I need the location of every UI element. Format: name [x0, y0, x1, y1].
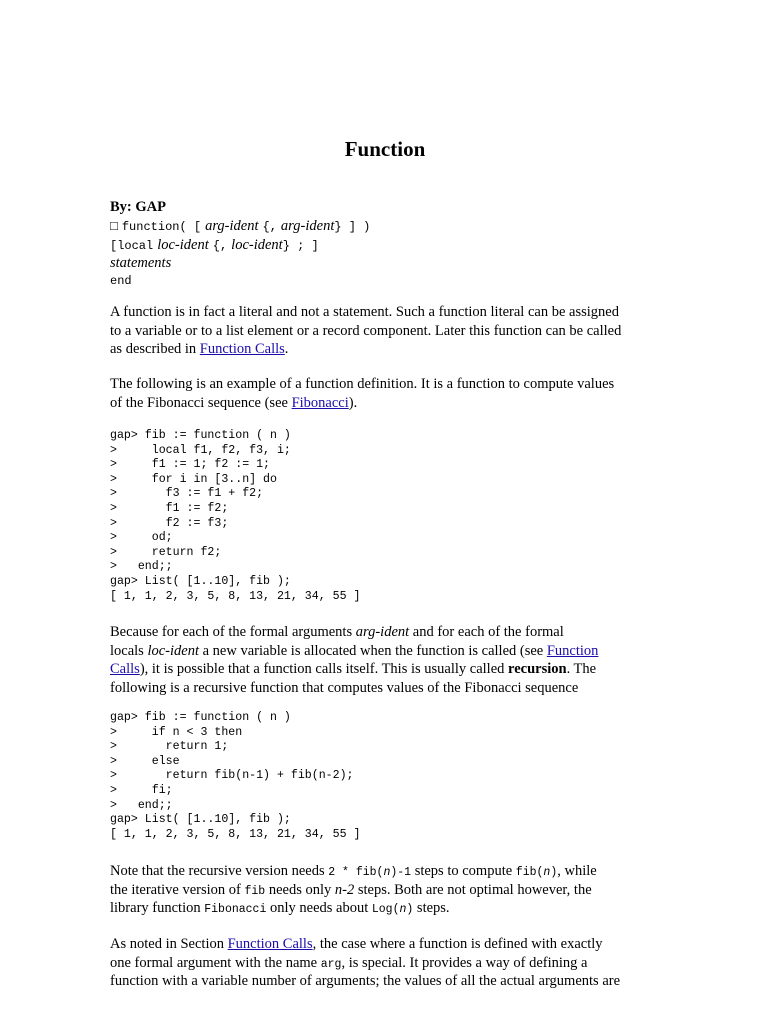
byline: By: GAP — [110, 199, 166, 215]
text-line: function with a variable number of arguments; the values of all the actual arguments are — [110, 973, 621, 989]
text-italic: arg-ident — [355, 624, 410, 640]
text-italic: n-2 — [334, 881, 355, 898]
text-span: of the Fibonacci sequence (see — [110, 394, 292, 411]
text-span: . The — [566, 661, 597, 677]
inline-code-italic: n — [399, 903, 407, 916]
code-line: gap> fib := function ( n ) — [110, 429, 291, 442]
inline-code: ) — [550, 866, 558, 879]
text-span: one formal argument with the name — [110, 954, 321, 971]
inline-code: fib( — [515, 866, 544, 879]
inline-code: Fibonacci — [204, 903, 267, 916]
text-span: , is special. It provides a way of defining a — [341, 954, 588, 971]
syntax-punct: } ; ] — [282, 238, 319, 253]
text-line — [110, 899, 660, 918]
box-glyph-icon: □ — [110, 218, 118, 233]
code-line: > for i in [3..n] do — [110, 472, 277, 486]
inline-code: 2 * fib( — [328, 866, 384, 879]
inline-code: arg — [320, 957, 342, 971]
text-span: . — [284, 341, 289, 357]
code-line: > end;; — [110, 798, 173, 812]
code-line: gap> List( [1..10], fib ); — [110, 813, 291, 827]
paragraph-performance — [110, 862, 660, 918]
code-line: > f1 := 1; f2 := 1; — [110, 458, 271, 472]
text-span: ), it is possible that a function calls itself. This is usually called — [139, 661, 509, 677]
text-span: locals — [110, 642, 148, 659]
code-line: > return f2; — [110, 545, 222, 559]
code-line: > else — [110, 754, 180, 768]
paragraph-example-intro — [110, 375, 660, 412]
syntax-arg: arg-ident — [280, 218, 335, 234]
text-line — [110, 935, 660, 954]
text-span: needs only — [265, 881, 335, 898]
code-line: > if n < 3 then — [110, 725, 243, 739]
link-function-calls[interactable]: Function Calls — [199, 341, 285, 357]
syntax-line-end — [110, 273, 370, 287]
inline-code: )-1 — [390, 866, 412, 879]
inline-code: fib — [244, 884, 266, 898]
text-line: following is a recursive function that computes values of the Fibonacci sequence — [110, 679, 579, 696]
code-line: > fi; — [110, 783, 173, 797]
syntax-keyword: end — [110, 273, 132, 288]
text-line — [110, 642, 660, 661]
text-line — [110, 660, 660, 679]
text-span: library function — [110, 900, 205, 916]
link-fibonacci[interactable]: Fibonacci — [291, 394, 349, 411]
syntax-punct: {, — [262, 220, 277, 234]
syntax-statements: statements — [110, 255, 172, 271]
code-line: gap> List( [1..10], fib ); — [110, 574, 291, 588]
code-line: > end;; — [110, 560, 173, 574]
text-span: only needs about — [266, 900, 372, 916]
text-span: steps. Both are not optimal however, the — [354, 881, 592, 898]
page-title: Function — [344, 137, 426, 161]
syntax-punct: } ] ) — [334, 220, 371, 234]
code-line: > f2 := f3; — [110, 516, 229, 530]
syntax-arg: loc-ident — [231, 236, 283, 253]
text-span: , while — [557, 863, 597, 879]
syntax-arg: arg-ident — [205, 218, 259, 234]
inline-code: Log( — [371, 903, 400, 916]
text-span: as described in — [110, 341, 200, 357]
inline-code-italic: n — [543, 866, 551, 879]
code-line: > f1 := f2; — [110, 501, 229, 515]
paragraph-intro — [110, 303, 660, 359]
text-span: Note that the recursive version needs — [110, 863, 329, 879]
text-span: the iterative version of — [110, 881, 245, 898]
text-line — [110, 881, 660, 900]
code-line: > od; — [110, 531, 173, 545]
text-span: , the case where a function is defined with exactly — [312, 936, 603, 952]
text-line — [110, 862, 660, 881]
code-line: gap> fib := function ( n ) — [110, 711, 291, 724]
text-span: Because for each of the formal arguments — [110, 624, 356, 640]
link-function-calls-part2[interactable]: Calls — [110, 661, 140, 677]
text-span: a new variable is allocated when the function is called (see — [199, 642, 547, 659]
text-span: and for each of the formal — [409, 624, 564, 640]
syntax-block — [110, 217, 370, 287]
inline-code: ) — [406, 903, 414, 916]
text-span: As noted in Section — [110, 936, 228, 952]
text-line — [110, 394, 660, 413]
syntax-line-function — [110, 217, 370, 236]
paragraph-recursion — [110, 623, 660, 697]
text-line: to a variable or to a list element or a record component. Later this function can be called — [110, 322, 622, 339]
code-line: > f3 := f1 + f2; — [110, 487, 264, 501]
text-line — [110, 340, 660, 359]
syntax-keyword: [local — [110, 238, 154, 253]
text-line — [110, 623, 660, 642]
code-line: [ 1, 1, 2, 3, 5, 8, 13, 21, 34, 55 ] — [110, 827, 361, 841]
link-function-calls-part1[interactable]: Function — [546, 642, 599, 659]
text-line — [110, 954, 660, 973]
code-line: [ 1, 1, 2, 3, 5, 8, 13, 21, 34, 55 ] — [110, 589, 361, 603]
code-line: > local f1, f2, f3, i; — [110, 443, 291, 457]
text-line: A function is in fact a literal and not a statement. Such a function literal can be assigned — [110, 304, 619, 320]
inline-code-italic: n — [383, 866, 391, 879]
text-line: The following is an example of a function definition. It is a function to compute values — [110, 376, 615, 392]
code-block-iterative — [110, 429, 360, 604]
syntax-arg: loc-ident — [157, 236, 209, 253]
syntax-line-statements — [110, 254, 370, 273]
syntax-punct: {, — [212, 238, 228, 253]
text-span: ). — [348, 394, 358, 411]
paragraph-arg — [110, 935, 660, 991]
link-function-calls-section[interactable]: Function Calls — [227, 936, 313, 952]
text-span: steps. — [413, 900, 450, 916]
syntax-keyword: function( [ — [121, 220, 202, 234]
code-line: > return 1; — [110, 740, 229, 754]
code-line: > return fib(n-1) + fib(n-2); — [110, 769, 354, 783]
code-block-recursive — [110, 711, 360, 842]
text-bold: recursion — [508, 661, 567, 677]
text-italic: loc-ident — [147, 642, 199, 659]
text-span: steps to compute — [411, 863, 516, 879]
syntax-line-local — [110, 236, 370, 255]
